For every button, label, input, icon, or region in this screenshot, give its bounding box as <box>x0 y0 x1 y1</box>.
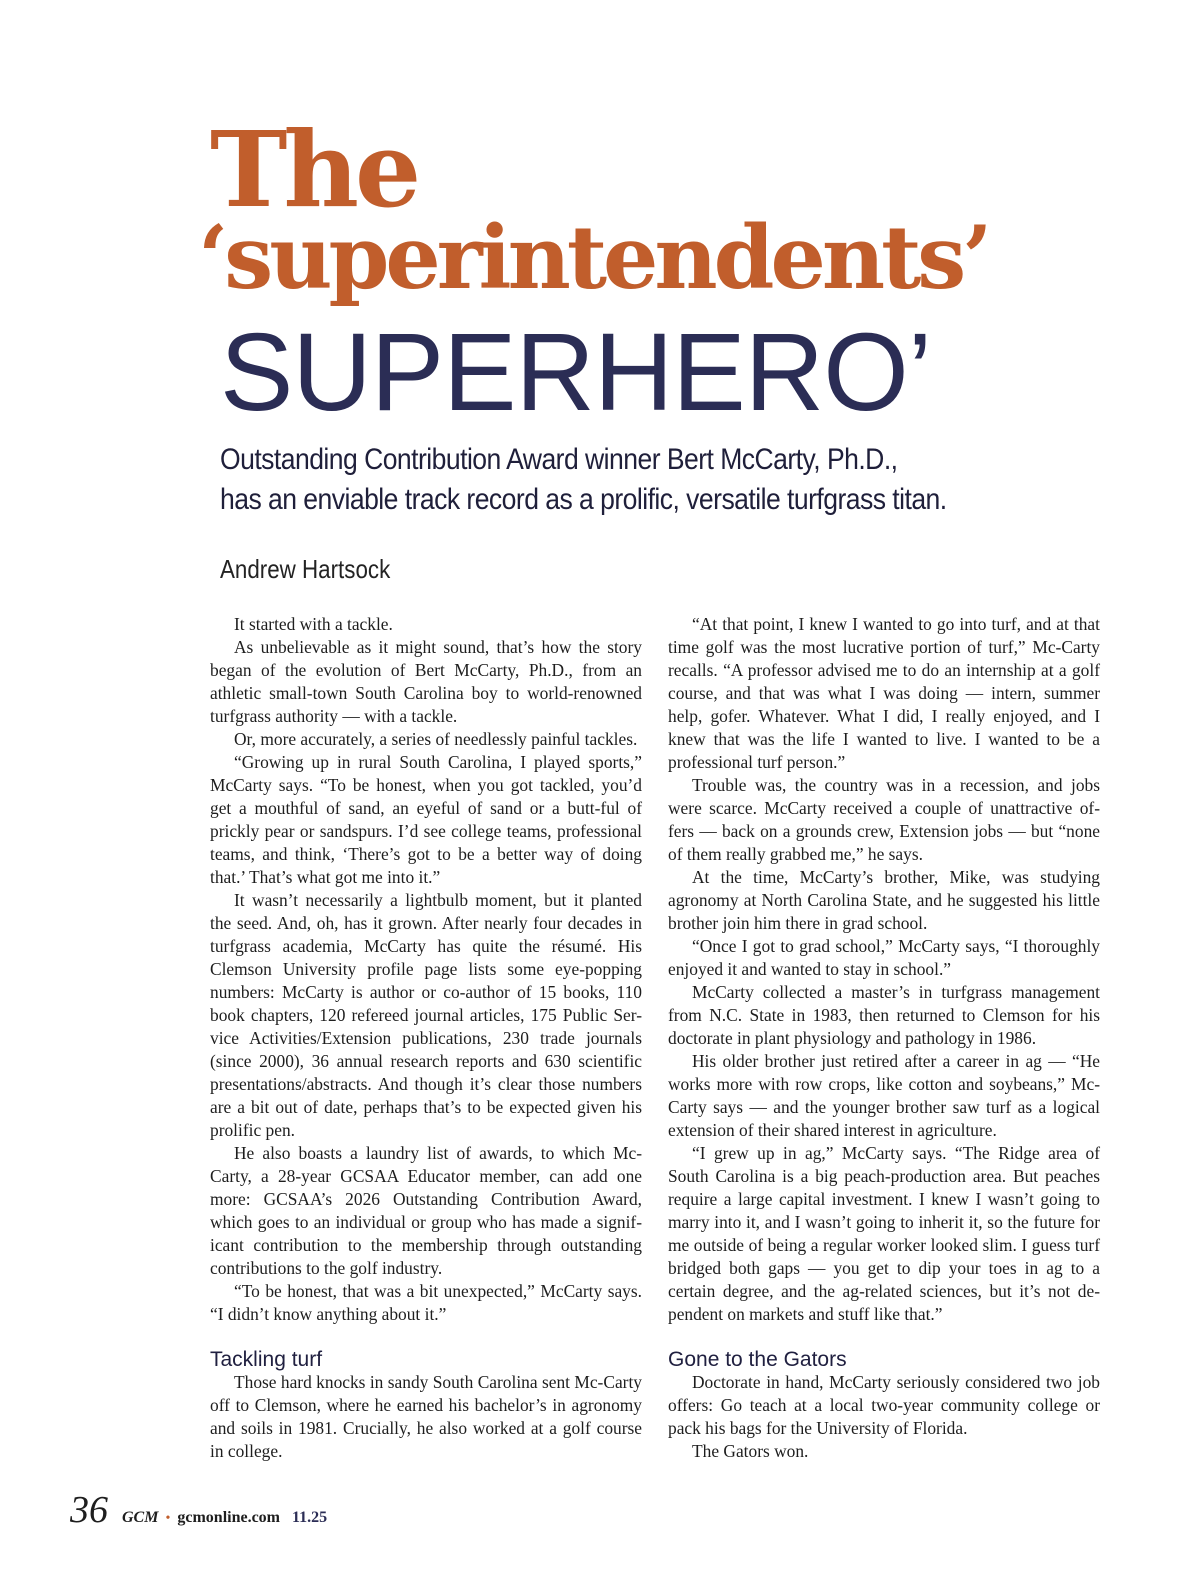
issue-date: 11.25 <box>292 1509 328 1526</box>
paragraph: “At that point, I knew I wanted to go into turf, and at that time golf was the most lucrative portion of turf,” Mc-Carty recalls. “A professor advised me to do an internship at a golf course, and that was what I was doing — intern, summer help, gofer. Whatever. What I did, I really enjoyed, and I knew that was the life I wanted to live. I wanted to be a professional turf person.” <box>668 614 1100 772</box>
paragraph: He also boasts a laundry list of awards, to which Mc-Carty, a 28-year GCSAA Educator member, can add one more: GCSAA’s 2026 Outstanding Contribution Award, which goes to an individual or group who has made a signif-icant contribution to the membership through outstanding contributions to the golf industry. <box>210 1143 642 1278</box>
right-column <box>668 613 1100 1463</box>
paragraph: It wasn’t necessarily a lightbulb moment, but it planted the seed. And, oh, has it grown. After nearly four decades in turfgrass academia, McCarty has quite the résumé. His Clemson University profile page lists some eye-popping numbers: McCarty is author or co-author of 15 books, 110 book chapters, 120 refereed journal articles, 175 Public Ser-vice Activities/Extension publications, 230 trade journals (since 2000), 36 annual research reports and 630 scientific presentations/abstracts. And though it’s clear those numbers are a bit out of date, perhaps that’s to be expected given his prolific pen. <box>210 890 642 1140</box>
deck-line-2: has an enviable track record as a prolific, versatile turfgrass titan. <box>220 483 947 516</box>
paragraph: “Once I got to grad school,” McCarty says, “I thoroughly enjoyed it and wanted to stay in school.” <box>668 936 1100 979</box>
headline-line-2: ‘superintendents’ <box>198 206 989 309</box>
paragraph: His older brother just retired after a career in ag — “He works more with row crops, like cotton and soybeans,” Mc-Carty says — and the younger brother saw turf as a logical extension of their shared interest in agriculture. <box>668 1051 1100 1140</box>
page-footer <box>70 1488 327 1532</box>
paragraph: Doctorate in hand, McCarty seriously considered two job offers: Go teach at a local two-year community college or pack his bags for the University of Florida. <box>668 1372 1100 1438</box>
paragraph: Or, more accurately, a series of needlessly painful tackles. <box>234 729 638 749</box>
bullet-separator: • <box>165 1511 171 1526</box>
paragraph: Trouble was, the country was in a recession, and jobs were scarce. McCarty received a couple of unattractive of-fers — back on a grounds crew, Extension jobs — but “none of them really grabbed me,” he says. <box>668 775 1100 864</box>
deck <box>220 440 1048 520</box>
page-number: 36 <box>70 1489 108 1531</box>
paragraph: “I grew up in ag,” McCarty says. “The Ridge area of South Carolina is a big peach-production area. But peaches require a large capital investment. I knew I wasn’t going to marry into it, and I wasn’t going to inherit it, so the future for me outside of being a regular worker looked slim. I guess turf bridged both gaps — you get to dip your toes in ag to a certain degree, and the ag-related sciences, but it’s not de-pendent on markets and stuff like that.” <box>668 1143 1100 1324</box>
subhead-tackling-turf: Tackling turf <box>210 1348 323 1371</box>
paragraph: The Gators won. <box>692 1441 809 1461</box>
paragraph: McCarty collected a master’s in turfgrass management from N.C. State in 1983, then returned to Clemson for his doctorate in plant physiology and pathology in 1986. <box>668 982 1100 1048</box>
paragraph: As unbelievable as it might sound, that’s how the story began of the evolution of Bert McCarty, Ph.D., from an athletic small-town South Carolina boy to world-renowned turfgrass authority — with a tackle. <box>210 637 642 726</box>
deck-line-1: Outstanding Contribution Award winner Bert McCarty, Ph.D., <box>220 443 898 476</box>
subhead-gone-to-the-gators: Gone to the Gators <box>668 1348 847 1371</box>
paragraph: At the time, McCarty’s brother, Mike, was studying agronomy at North Carolina State, and he suggested his little brother join him there in grad school. <box>668 867 1100 933</box>
byline: Andrew Hartsock <box>220 554 391 584</box>
paragraph: “To be honest, that was a bit unexpected,” McCarty says. “I didn’t know anything about it.” <box>210 1281 642 1324</box>
magazine-name: GCM <box>122 1509 159 1526</box>
headline-line-1: The <box>210 108 418 231</box>
left-column <box>210 613 642 1463</box>
headline-line-3: SUPERHERO’ <box>220 311 932 434</box>
paragraph: “Growing up in rural South Carolina, I played sports,” McCarty says. “To be honest, when you got tackled, you’d get a mouthful of sand, an eyeful of sand or a butt-ful of prickly pear or sandspurs. I’d see college teams, professional teams, and think, ‘There’s got to be a better way of doing that.’ That’s what got me into it.” <box>210 752 642 887</box>
paragraph: It started with a tackle. <box>234 614 393 634</box>
paragraph: Those hard knocks in sandy South Carolina sent Mc-Carty off to Clemson, where he earned his bachelor’s in agronomy and soils in 1981. Crucially, he also worked at a golf course in college. <box>210 1372 642 1461</box>
website-link[interactable]: gcmonline.com <box>177 1509 281 1526</box>
